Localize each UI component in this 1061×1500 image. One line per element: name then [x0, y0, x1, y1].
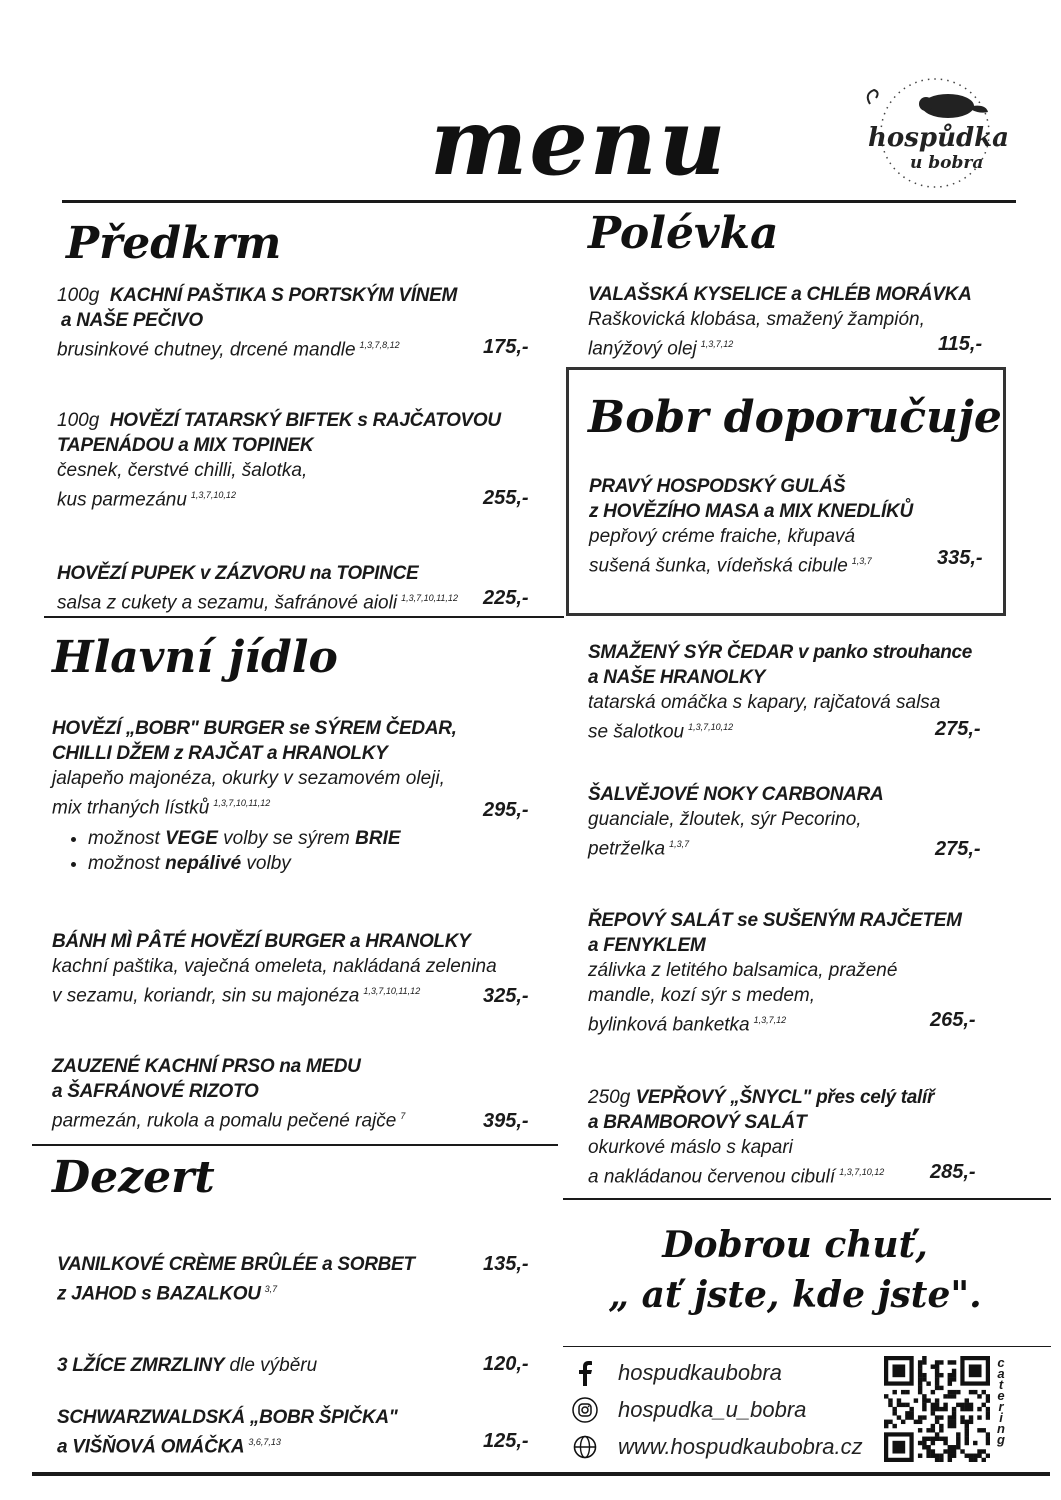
option-nepalive: • možnost nepálivé volby	[88, 851, 522, 876]
svg-text:u bobra: u bobra	[910, 153, 984, 173]
item-price: 120,-	[483, 1353, 529, 1375]
item-price: 335,-	[937, 547, 983, 569]
list-item: SCHWARZWALDSKÁ „BOBR ŠPIČKA" a VIŠŇOVÁ OMÁČKA $^{3,6,7,13}$	[57, 1407, 398, 1458]
item-price: 265,-	[930, 1009, 976, 1031]
instagram-icon	[572, 1397, 598, 1423]
website-link[interactable]: www.hospudkaubobra.cz	[572, 1434, 863, 1460]
item-price: 115,-	[938, 333, 983, 355]
list-item: ZAUZENÉ KACHNÍ PRSO na MEDU a ŠAFRÁNOVÉ RIZOTO parmezán, rukola a pomalu pečené rajče $^7$	[52, 1056, 406, 1132]
hospudka-logo	[860, 76, 1010, 191]
list-item: 250g VEPŘOVÝ „ŠNYCL" přes celý talíř a BRAMBOROVÝ SALÁT okurkové máslo s kapari a nakládanou červenou cibulí $^{1,3,7,10,12}$	[588, 1087, 935, 1188]
item-price: 275,-	[935, 838, 981, 860]
list-item: ŘEPOVÝ SALÁT se SUŠENÝM RAJČETEM a FENYKLEM zálivka z letitého balsamica, pražené mandle, kozí sýr s medem, bylinková banketka $^{1,3,7,12}$	[588, 910, 962, 1036]
section-bobr-doporucuje: Bobr doporučuje	[588, 392, 1002, 443]
divider	[32, 1144, 558, 1146]
item-price: 125,-	[483, 1430, 529, 1452]
section-hlavni-jidlo: Hlavní jídlo	[52, 632, 338, 683]
list-item: 100g KACHNÍ PAŠTIKA S PORTSKÝM VÍNEM a NAŠE PEČIVO brusinkové chutney, drcené mandle $^{1,3,7,8,12}$	[57, 285, 457, 361]
section-predkrm: Předkrm	[66, 218, 282, 269]
svg-text:hospůdka: hospůdka	[868, 123, 1010, 153]
item-price: 285,-	[930, 1161, 976, 1183]
item-price: 325,-	[483, 985, 529, 1007]
list-item: PRAVÝ HOSPODSKÝ GULÁŠ z HOVĚZÍHO MASA a MIX KNEDLÍKŮ pepřový créme fraiche, křupavá sušená šunka, vídeňská cibule $^{1,3,7}$	[589, 476, 913, 577]
item-price: 295,-	[483, 799, 529, 821]
top-divider	[62, 200, 1016, 203]
list-item: HOVĚZÍ PUPEK v ZÁZVORU na TOPINCE salsa z cukety a sezamu, šafránové aioli $^{1,3,7,10,11,12}$	[57, 563, 458, 614]
list-item: VANILKOVÉ CRÈME BRÛLÉE a SORBET z JAHOD s BAZALKOU $^{3,7}$	[57, 1254, 415, 1305]
list-item: 100g HOVĚZÍ TATARSKÝ BIFTEK s RAJČATOVOU TAPENÁDOU a MIX TOPINEK česnek, čerstvé chilli, šalotka, kus parmezánu $^{1,3,7,10,12}$	[57, 410, 501, 511]
globe-icon	[572, 1434, 598, 1460]
section-polevka: Polévka	[588, 208, 779, 259]
facebook-link[interactable]: hospudkaubobra	[572, 1360, 782, 1386]
list-item: HOVĚZÍ „BOBR" BURGER se SÝREM ČEDAR, CHILLI DŽEM z RAJČAT a HRANOLKY jalapeňo majonéza, okurky v sezamovém oleji, mix trhaných lístků $^{1,3,7,10,11,12}$ • možnost VEGE volby se sýrem BRIE • možnost nepálivé volby	[52, 716, 522, 876]
item-price: 275,-	[935, 718, 981, 740]
option-list	[52, 826, 522, 876]
list-item: SMAŽENÝ SÝR ČEDAR v panko strouhance a NAŠE HRANOLKY tatarská omáčka s kapary, rajčatová salsa se šalotkou $^{1,3,7,10,12}$	[588, 642, 973, 743]
item-price: 255,-	[483, 487, 529, 509]
qr-code[interactable]	[884, 1356, 990, 1462]
bottom-divider	[32, 1472, 1050, 1476]
list-item: VALAŠSKÁ KYSELICE a CHLÉB MORÁVKA Raškovická klobása, smažený žampión, lanýžový olej $^{1,3,7,12}$	[588, 284, 972, 360]
divider	[44, 616, 564, 618]
item-price: 175,-	[483, 336, 529, 358]
option-vege: • možnost VEGE volby se sýrem BRIE	[88, 826, 522, 851]
greeting: Dobrou chuť, „ ať jste, kde jste".	[608, 1224, 982, 1316]
divider	[563, 1346, 1051, 1347]
item-price: 395,-	[483, 1110, 529, 1132]
instagram-link[interactable]: hospudka_u_bobra	[572, 1397, 806, 1423]
list-item: 3 LŽÍCE ZMRZLINY dle výběru	[57, 1355, 318, 1376]
list-item: BÁNH MÌ PÂTÉ HOVĚZÍ BURGER a HRANOLKY kachní paštika, vaječná omeleta, nakládaná zelenina v sezamu, koriandr, sin su majonéza $^{1,3,7,10,11,12}$	[52, 931, 497, 1007]
divider	[563, 1198, 1051, 1200]
catering-label: c a t e r i n g	[997, 1355, 1005, 1447]
section-dezert: Dezert	[52, 1152, 215, 1203]
item-price: 225,-	[483, 587, 529, 609]
item-price: 135,-	[483, 1253, 529, 1275]
list-item: ŠALVĚJOVÉ NOKY CARBONARA guanciale, žloutek, sýr Pecorino, petrželka $^{1,3,7}$	[588, 784, 884, 860]
menu-title: menu	[430, 88, 728, 196]
facebook-icon	[572, 1360, 598, 1386]
